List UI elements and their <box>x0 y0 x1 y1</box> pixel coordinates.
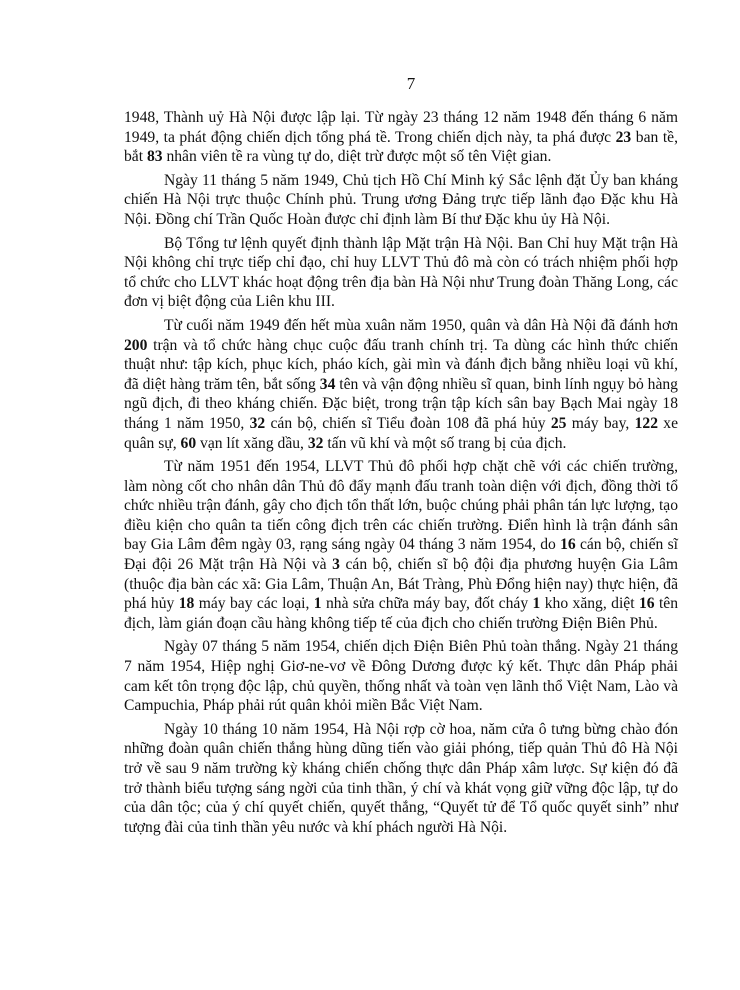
paragraph-4-bold: 32 <box>249 414 266 432</box>
paragraph-5-text: kho xăng, diệt <box>540 595 639 613</box>
paragraph-5-bold: 18 <box>178 595 195 613</box>
paragraph-5-text: tên địch, làm gián đoạn cầu hàng không tiếp tế của địch cho chiến trường Điện Biên Phủ. <box>124 595 679 632</box>
paragraph-7 <box>124 720 678 838</box>
paragraph-1-text: 1948, Thành uỷ Hà Nội được lập lại. Từ ngày 23 tháng 12 năm 1948 đến tháng 6 năm 1949, ta phát động chiến dịch tổng phá tề. Trong chiến dịch này, ta phá được <box>124 109 678 146</box>
paragraph-5-bold: 1 <box>532 595 541 613</box>
paragraph-4-bold: 25 <box>550 414 567 432</box>
paragraph-1-text: ban tề, bắt <box>124 128 678 166</box>
paragraph-4-text: tên và vận động nhiều sĩ quan, binh lính ngụy bỏ hàng ngũ địch, đi theo kháng chiến. Đặc biệt, trong trận tập kích sân bay Bạch Mai ngày 18 tháng 1 năm 1950, <box>124 375 678 432</box>
paragraph-5-bold: 16 <box>638 595 655 613</box>
page-number: 7 <box>406 74 416 93</box>
paragraph-7-text: Ngày 10 tháng 10 năm 1954, Hà Nội rợp cờ hoa, năm cửa ô tưng bừng chào đón những đoàn quân chiến thắng hùng dũng tiến vào giải phóng, tiếp quản Thủ đô Hà Nội trở về sau 9 năm trường kỳ kháng chiến chống thực dân Pháp xâm lược. Sự kiện đó đã trở thành biểu tượng sáng ngời của tinh thần, ý chí và khát vọng giữ vững độc lập, tự do của dân tộc; của ý chí quyết chiến, quyết thắng, “Quyết tử để Tổ quốc quyết sinh” như tượng đài của tinh thần yêu nước và khí phách người Hà Nội. <box>124 720 678 836</box>
paragraph-4-text: vạn lít xăng dầu, <box>196 434 308 452</box>
paragraph-4-text: Từ cuối năm 1949 đến hết mùa xuân năm 1950, quân và dân Hà Nội đã đánh hơn <box>164 316 678 334</box>
paragraph-5-text: cán bộ, chiến sĩ Đại đội 26 Mặt trận Hà Nội và <box>124 536 678 574</box>
paragraph-2 <box>124 171 678 230</box>
paragraph-6-text: Ngày 07 tháng 5 năm 1954, chiến dịch Điện Biên Phủ toàn thắng. Ngày 21 tháng 7 năm 1954, Hiệp nghị Giơ-ne-vơ về Đông Dương được ký kết. Thực dân Pháp phải cam kết tôn trọng độc lập, chủ quyền, thống nhất và toàn vẹn lãnh thổ Việt Nam, Lào và Campuchia, Pháp phải rút quân khỏi miền Bắc Việt Nam. <box>124 638 678 715</box>
paragraph-4-text: tấn vũ khí và một số trang bị của địch. <box>323 434 567 452</box>
paragraph-5-text: Từ năm 1951 đến 1954, LLVT Thủ đô phối hợp chặt chẽ với các chiến trường, làm nòng cốt cho nhân dân Thủ đô đẩy mạnh đấu tranh toàn diện với địch, đồng thời tổ chức nhiều trận đánh, gây cho địch tổn thất lớn, buộc chúng phải phân tán lực lượng, tạo điều kiện cho quân ta tiến công địch trên các chiến trường. Điển hình là trận đánh sân bay Gia Lâm đêm ngày 03, rạng sáng ngày 04 tháng 3 năm 1954, do <box>124 458 678 554</box>
paragraph-4-text: trận và tổ chức hàng chục cuộc đấu tranh chính trị. Ta dùng các hình thức chiến thuật như: tập kích, phục kích, pháo kích, gài mìn và đánh địch bằng nhiều loại vũ khí, đã diệt hàng trăm tên, bắt sống <box>124 336 678 393</box>
paragraph-4-text: xe quân sự, <box>124 414 679 452</box>
paragraph-1 <box>124 108 678 167</box>
paragraph-4-bold: 32 <box>307 434 324 452</box>
paragraph-4 <box>124 316 678 453</box>
paragraph-4-text: cán bộ, chiến sĩ Tiểu đoàn 108 đã phá hủy <box>265 414 551 432</box>
paragraph-5-text: nhà sửa chữa máy bay, đốt cháy <box>321 595 533 613</box>
paragraph-3 <box>124 234 678 312</box>
paragraph-5-bold: 16 <box>560 536 576 554</box>
paragraph-1-bold-23: 23 <box>615 128 632 146</box>
paragraph-4-bold: 34 <box>319 375 336 393</box>
paragraph-4-bold: 60 <box>180 434 197 452</box>
paragraph-6 <box>124 637 678 715</box>
paragraph-5-bold: 1 <box>313 595 322 613</box>
paragraph-1-text: nhân viên tề ra vùng tự do, diệt trừ được một số tên Việt gian. <box>162 148 552 166</box>
paragraph-2-text: Ngày 11 tháng 5 năm 1949, Chủ tịch Hồ Chí Minh ký Sắc lệnh đặt Ủy ban kháng chiến Hà Nội trực thuộc Chính phủ. Trung ương Đảng trực tiếp lãnh đạo Đặc khu Hà Nội. Đồng chí Trần Quốc Hoàn được chỉ định làm Bí thư Đặc khu ủy Hà Nội. <box>124 171 678 228</box>
paragraph-4-bold: 122 <box>634 414 658 432</box>
paragraph-5-bold: 3 <box>332 556 340 574</box>
paragraph-5 <box>124 457 678 633</box>
paragraph-4-bold: 200 <box>124 336 148 354</box>
paragraph-1-bold-83: 83 <box>146 148 163 166</box>
paragraph-5-text: cán bộ, chiến sĩ bộ đội địa phương huyện Gia Lâm (thuộc địa bàn các xã: Gia Lâm, Thuận An, Bát Tràng, Phù Đổng hiện nay) thực hiện, đã phá hủy <box>124 556 678 613</box>
paragraph-5-text: máy bay các loại, <box>194 595 314 613</box>
paragraph-3-text: Bộ Tổng tư lệnh quyết định thành lập Mặt trận Hà Nội. Ban Chỉ huy Mặt trận Hà Nội không chỉ trực tiếp chỉ đạo, chỉ huy LLVT Thủ đô mà còn có trách nhiệm phối hợp tổ chức cho LLVT khác hoạt động trên địa bàn Hà Nội như Trung đoàn Thăng Long, các đơn vị biệt động của Liên khu III. <box>124 234 678 311</box>
paragraph-4-text: máy bay, <box>566 414 635 432</box>
